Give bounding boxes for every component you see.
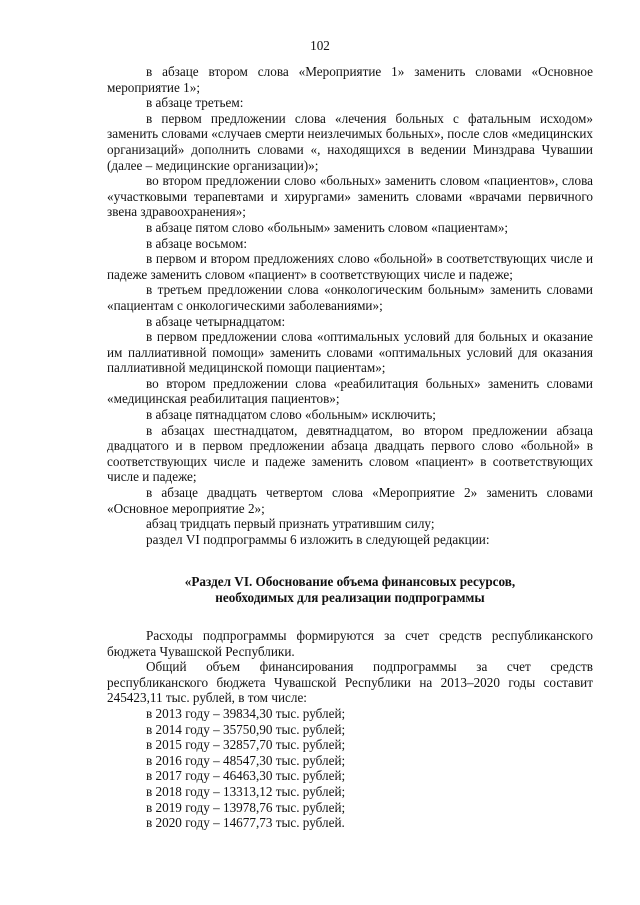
paragraph: в абзаце двадцать четвертом слова «Мероприятие 2» заменить словами «Основное мероприятие 2»;: [107, 485, 593, 516]
list-item: в 2016 году – 48547,30 тыс. рублей;: [146, 752, 346, 768]
list-item: в 2017 году – 46463,30 тыс. рублей;: [146, 768, 346, 784]
paragraph: в абзаце восьмом:: [146, 235, 247, 251]
amendments-text: [107, 64, 593, 547]
paragraph: в первом и втором предложениях слово «больной» в соответствующих числе и падеже заменить словом «пациент» в соответствующих числе и падеже;: [107, 251, 593, 282]
list-item: в 2014 году – 35750,90 тыс. рублей;: [146, 721, 346, 737]
section-heading: [107, 574, 593, 606]
paragraph: в абзаце пятнадцатом слово «больным» исключить;: [146, 407, 436, 423]
list-item: в 2015 году – 32857,70 тыс. рублей;: [146, 737, 346, 753]
list-item: в 2019 году – 13978,76 тыс. рублей;: [146, 799, 346, 815]
section-heading-line: необходимых для реализации подпрограммы: [215, 590, 485, 605]
paragraph: абзац тридцать первый признать утратившим силу;: [146, 516, 435, 532]
section-heading-line: «Раздел VI. Обоснование объема финансовых ресурсов,: [184, 574, 516, 589]
paragraph: Расходы подпрограммы формируются за счет средств республиканского бюджета Чувашской Республики.: [107, 628, 593, 659]
paragraph: в абзаце втором слова «Мероприятие 1» заменить словами «Основное мероприятие 1»;: [107, 64, 593, 95]
paragraph: в абзаце пятом слово «больным» заменить словом «пациентам»;: [146, 219, 509, 235]
list-item: в 2020 году – 14677,73 тыс. рублей.: [146, 815, 345, 831]
page-number: 102: [310, 38, 330, 53]
list-item: в 2018 году – 13313,12 тыс. рублей;: [146, 783, 346, 799]
list-item: в 2013 году – 39834,30 тыс. рублей;: [146, 705, 346, 721]
paragraph: раздел VI подпрограммы 6 изложить в следующей редакции:: [146, 531, 490, 547]
paragraph: во втором предложении слова «реабилитация больных» заменить словами «медицинская реабилитация пациентов»;: [107, 375, 593, 407]
funding-by-year-list: [107, 706, 593, 831]
paragraph: в третьем предложении слова «онкологическим больным» заменить словами «пациентам с онкологическими заболеваниями»;: [107, 282, 593, 313]
paragraph: в абзацах шестнадцатом, девятнадцатом, во втором предложении абзаца двадцатого и в первом предложении абзаца двадцать первого слово «больной» в соответствующих числе и падеже заменить словом «пациент» в соответствующих числе и падеже;: [107, 422, 593, 485]
financing-text: [107, 628, 593, 831]
paragraph: Общий объем финансирования подпрограммы за счет средств республиканского бюджета Чувашской Республики на 2013–2020 годы составит 245423,11 тыс. рублей, в том числе:: [107, 659, 593, 706]
paragraph: во втором предложении слово «больных» заменить словом «пациентов», слова «участковыми терапевтами и хирургами» заменить словами «врачами первичного звена здравоохранения»;: [107, 173, 593, 220]
paragraph: в абзаце третьем:: [146, 95, 244, 111]
paragraph: в первом предложении слова «оптимальных условий для больных и оказание им паллиативной помощи» заменить словами «оптимальных условий для оказания паллиативной медицинской помощи пациентам»;: [107, 329, 593, 376]
paragraph: в первом предложении слова «лечения больных с фатальным исходом» заменить словами «случаев смерти неизлечимых больных», после слов «медицинских организаций» дополнить словами «, находящихся в ведении Минздрава Чувашии (далее – медицинские организации)»;: [107, 110, 593, 173]
paragraph: в абзаце четырнадцатом:: [146, 313, 286, 329]
